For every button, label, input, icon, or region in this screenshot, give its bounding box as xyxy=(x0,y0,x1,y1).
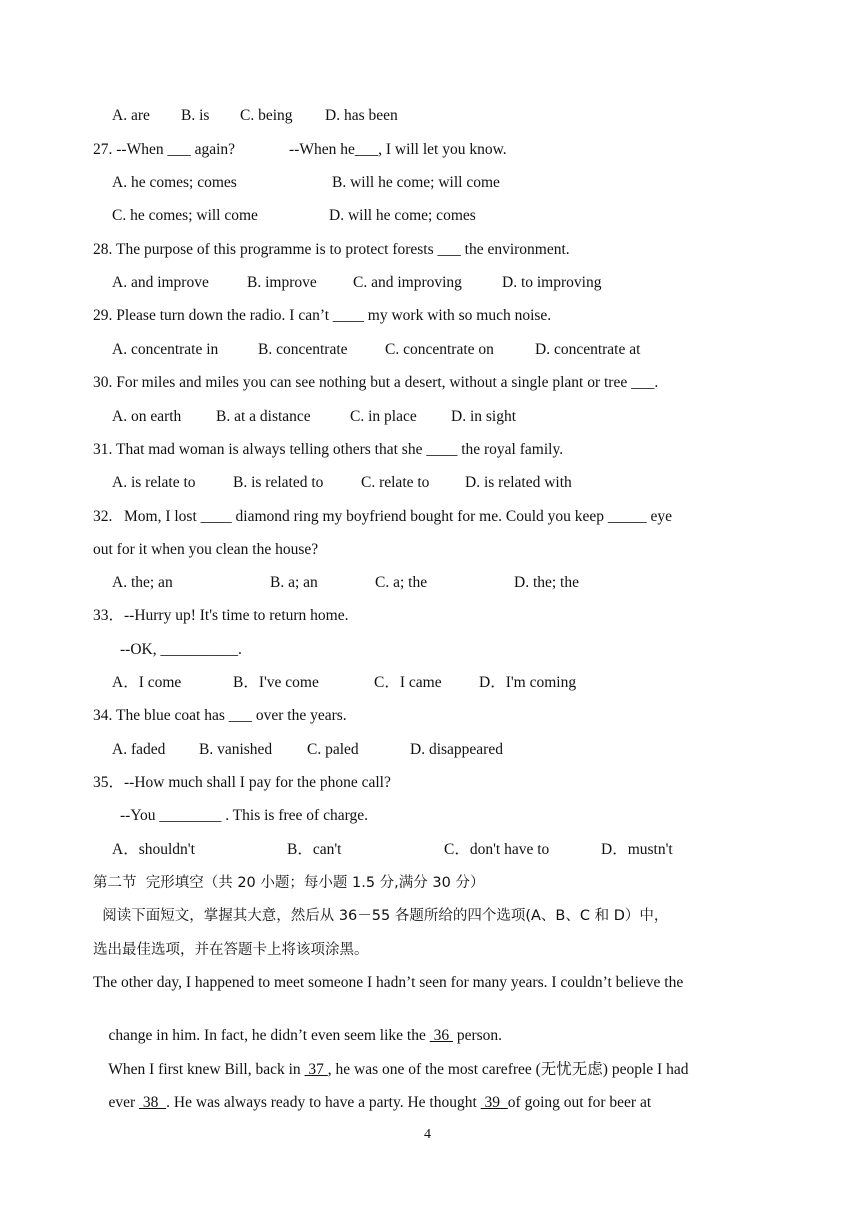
passage-line-4 xyxy=(93,1073,651,1133)
q32-option-d: D. the; the xyxy=(514,574,579,591)
q28-option-d: D. to improving xyxy=(502,274,602,291)
q31-option-d: D. is related with xyxy=(465,474,572,491)
blank-37: 37 xyxy=(304,1061,328,1078)
blank-36: 36 xyxy=(429,1027,453,1044)
q29-stem: 29. Please turn down the radio. I can’t ____ my work with so much noise. xyxy=(93,307,552,324)
q30-option-c: C. in place xyxy=(350,408,417,425)
passage-text: of going out for beer at xyxy=(507,1094,652,1111)
q27-option-d: D. will he come; comes xyxy=(329,207,476,224)
q29-option-d: D. concentrate at xyxy=(535,341,641,358)
q32-stem-line-1: 32. Mom, I lost ____ diamond ring my boyfriend bought for me. Could you keep _____ eye xyxy=(93,508,673,525)
q28-option-c: C. and improving xyxy=(353,274,462,291)
q35-stem-line-1: 35．--How much shall I pay for the phone call? xyxy=(93,774,391,791)
q34-stem: 34. The blue coat has ___ over the years. xyxy=(93,707,347,724)
blank-39: 39 xyxy=(480,1094,508,1111)
q28-option-a: A. and improve xyxy=(112,274,209,291)
q32-option-b: B. a; an xyxy=(270,574,318,591)
q33-stem-line-1: 33．--Hurry up! It's time to return home. xyxy=(93,607,349,624)
q31-option-b: B. is related to xyxy=(233,474,324,491)
q26-option-d: D. has been xyxy=(325,107,398,124)
q35-stem-line-2: --You ________ . This is free of charge. xyxy=(120,807,368,824)
page-number: 4 xyxy=(424,1127,431,1142)
q29-option-a: A. concentrate in xyxy=(112,341,219,358)
q27-stem-b: --When he___, I will let you know. xyxy=(289,141,507,158)
section-heading: 第二节 完形填空（共 20 小题；每小题 1.5 分,满分 30 分） xyxy=(93,875,485,891)
section-instructions-line-2: 选出最佳选项，并在答题卡上将该项涂黑。 xyxy=(93,942,369,958)
q35-option-a: A．shouldn't xyxy=(112,841,195,858)
q32-stem-line-2: out for it when you clean the house? xyxy=(93,541,319,558)
q34-option-d: D. disappeared xyxy=(410,741,503,758)
blank-38: 38 xyxy=(139,1094,167,1111)
q27-stem-a: 27. --When ___ again? xyxy=(93,141,236,158)
passage-text: , he was one of the most carefree (无忧无虑) people I had xyxy=(327,1061,689,1078)
q33-option-a: A．I come xyxy=(112,674,182,691)
q30-stem: 30. For miles and miles you can see nothing but a desert, without a single plant or tree ___. xyxy=(93,374,659,391)
passage-text: person. xyxy=(452,1027,503,1044)
q27-option-a: A. he comes; comes xyxy=(112,174,237,191)
q31-stem: 31. That mad woman is always telling others that she ____ the royal family. xyxy=(93,441,564,458)
passage-text: . He was always ready to have a party. He thought xyxy=(166,1094,481,1111)
q32-option-a: A. the; an xyxy=(112,574,173,591)
q34-option-c: C. paled xyxy=(307,741,359,758)
q29-option-b: B. concentrate xyxy=(258,341,348,358)
q28-option-b: B. improve xyxy=(247,274,317,291)
q35-option-d: D．mustn't xyxy=(601,841,673,858)
q28-stem: 28. The purpose of this programme is to protect forests ___ the environment. xyxy=(93,241,570,258)
q33-stem-line-2: --OK, __________. xyxy=(120,641,242,658)
q35-option-b: B．can't xyxy=(287,841,342,858)
q31-option-a: A. is relate to xyxy=(112,474,196,491)
q30-option-b: B. at a distance xyxy=(216,408,311,425)
q29-option-c: C. concentrate on xyxy=(385,341,494,358)
q34-option-a: A. faded xyxy=(112,741,166,758)
q32-option-c: C. a; the xyxy=(375,574,428,591)
q33-option-b: B．I've come xyxy=(233,674,319,691)
q34-option-b: B. vanished xyxy=(199,741,273,758)
passage-text: ever xyxy=(108,1094,140,1111)
q26-option-c: C. being xyxy=(240,107,293,124)
q33-option-c: C．I came xyxy=(374,674,442,691)
q30-option-a: A. on earth xyxy=(112,408,182,425)
q30-option-d: D. in sight xyxy=(451,408,517,425)
q31-option-c: C. relate to xyxy=(361,474,430,491)
q27-option-c: C. he comes; will come xyxy=(112,207,258,224)
q35-option-c: C．don't have to xyxy=(444,841,550,858)
q27-option-b: B. will he come; will come xyxy=(332,174,500,191)
q33-option-d: D．I'm coming xyxy=(479,674,577,691)
section-instructions-line-1: 阅读下面短文，掌握其大意，然后从 36－55 各题所给的四个选项(A、B、C 和 D）中， xyxy=(93,908,669,924)
passage-text: When I first knew Bill, back in xyxy=(108,1061,305,1078)
passage-line-1: The other day, I happened to meet someone I hadn’t seen for many years. I couldn’t believe the xyxy=(93,974,684,991)
q26-option-b: B. is xyxy=(181,107,210,124)
passage-text: change in him. In fact, he didn’t even seem like the xyxy=(108,1027,430,1044)
q26-option-a: A. are xyxy=(112,107,150,124)
